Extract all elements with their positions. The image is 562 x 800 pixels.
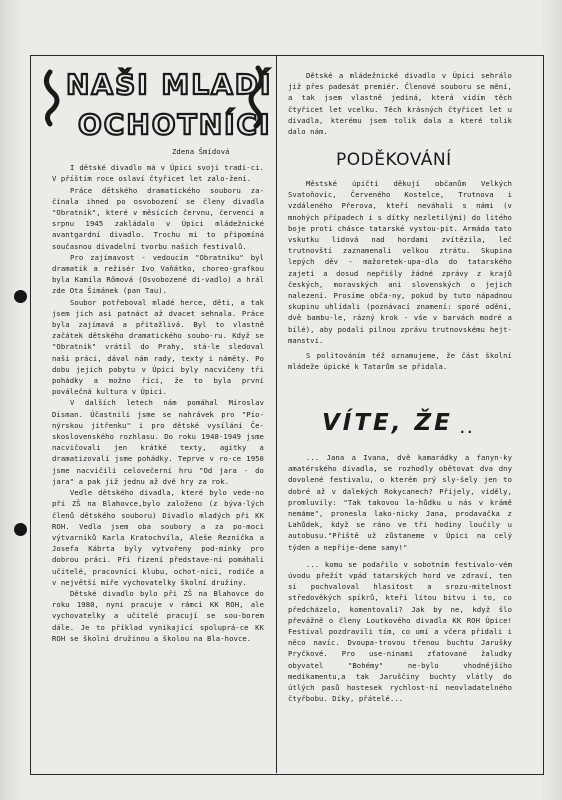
article-paragraph: Dětské a mládežnické divadlo v Úpici sehrálo již přes padesát premiér. Členové souboru se mění, a tak jsem vlastně jediná, která vidím těch čtyřicet let vcelku. Těch krásných čtyřicet let u divadla, kterému jsem tolik dala a které tolik dalo nám.: [288, 71, 512, 137]
article-paragraph: Práce dětského dramatického souboru za-čínala ihned po osvobození se členy divadla "Obratník", které v měsících červnu, červenci a srpnu 1945 zakládalo v Úpici mládežnické avantgardní divadlo. Trochu mi to připomíná současnou divadelní tvorbu našich festivalů.: [52, 185, 264, 251]
vite-ze-section: [288, 452, 512, 704]
vite-ze-paragraph: ... komu se podařilo v sobotním festivalo-vém úvodu přežít vpád tatarských hord ve zdraví, ten si pochvaloval hlasitost a srozu-mitelnost středověkých spíkrů, kteří lítou bitvu i to, co předcházelo, komentovali? Jak by ne, když šlo převážně o členy Loutkového divadla KK ROH Úpice! Festival pozdravili tím, co umí a včera přidali i něco navíc. Dvoupa-trovou třenou buchtu Jarušky Pryčkové. Pro use-ninami zťatované žaludky obyvatel "Bohémy" ne-bylo vhodnějšího medikamentu,a tak Jaruščiny buchty vlátly do útlých pasů hostesek rychlost-ní neovladatelného čtyřbobu. Díky, přátelé...: [288, 559, 512, 704]
column-divider: [276, 55, 277, 773]
punch-hole: [14, 290, 27, 303]
vite-ze-title: VÍTE, ŽE: [322, 410, 453, 436]
punch-hole: [14, 523, 27, 536]
podekovani-title: PODĚKOVÁNÍ: [336, 150, 452, 170]
byline: Zdena Šmídová: [172, 147, 230, 156]
article-paragraph: Dětské divadlo bylo při ZŠ na Blahovce do roku 1980, nyní pracuje v rámci KK ROH, ale vychovatelky a učitelé pracují se sou-borem dále. Je to příklad vynikající spoluprá-ce KK ROH se školní družinou a školou na Bla-hovce.: [52, 588, 264, 643]
left-swirl: [46, 72, 57, 124]
podekovani-paragraph: S politováním též oznamujeme, že část školní mládeže úpické k Tatarům se přidala.: [288, 351, 512, 372]
article-paragraph: I dětské divadlo má v Úpici svoji tradi-ci. V příštím roce oslaví čtyřicet let zalo-žení.: [52, 163, 264, 184]
right-intro: [288, 70, 512, 137]
headline-line1: NAŠI MLADÍ: [66, 68, 272, 101]
left-column: [52, 146, 264, 644]
article-paragraph: Vedle dětského divadla, které bylo vede-no při ZŠ na Blahovce,bylo založeno (z býva-lých členů dětského souboru) Divadlo mladých při KK ROH. Vedla jsem oba soubory a za po-moci výtvarníků Karla Kratochvíla, Aleše Řezníčka a Josefa Kábrta byly vytvořeny pod-mínky pro dobrou práci. Při řízení představe-ní pomáhali učitelé, pracovníci klubu, ochot-níci, rodiče a v největší míře vychovatelky školní družiny.: [52, 488, 264, 587]
article-paragraph: V dalších letech nám pomáhal Miroslav Disman. Účastnili jsme se nahrávek pro "Pio-nýrskou jitřenku" i pro dětské vysílání Če-skoslovenského rozhlasu. Do roku 1948-1949 jsme nacvičovali jen krátké texty, agitky a dramatizovali jsme pohádky. Teprve v ro-ce 1950 jsme nacvičili celovečerní hru "Od jara - do jara" a pak již jednu až dvě hry za rok.: [52, 398, 264, 486]
headline-graphic: [36, 58, 272, 142]
vite-ze-dots: ..: [460, 422, 476, 436]
headline-line2: OCHOTNÍCI: [78, 108, 272, 141]
podekovani-paragraph: Městské úpičtí děkují občanům Velkých Svatoňovic, Červeného Kostelce, Trutnova i vzdáleného Přerova, kteří neváhali s námi (v mnohých případech i s dítky nezletilými) do litého boje proti chásce tatarské vystou-pit. Armáda tato vskutku lidová nad hordami zvítězila, leč trutnovští zaznamenali velkou ztrátu. Skupina lepých děv - mažoretek-upa-dla do tatarského zajetí a dosud nepřišly žádné zprávy z krajů českých, moravských ani slovenských o jejich nalezení. Prosíme obča-ny, pokud by tuto nápadnou skupinu uhlídali (poznávací znamení: sporé oděni, dvě bambu-le, rázný krok - vše v barvách modré a bílé), aby podali pilnou zprávu trutnovskému hejt-manství.: [288, 179, 512, 345]
article-paragraph: Soubor potřeboval mladé herce, děti, a tak jsem jich asi patnáct až dvacet sehnala. Práce byla zajímavá a přitažlivá. Byl to vlastně začátek dětského dramatického soubo-ru. Když se "Obratník" vrátil do Prahy, stá-le sledoval naši práci, dával nám rady, texty i náměty. Po dobu jejich pobytu v Úpici byly nacvičeny tři pohádky a možno říci, že to byla první poválečná kultura v Úpici.: [52, 297, 264, 397]
vite-ze-paragraph: ... Jana a Ivana, dvě kamarádky a fanyn-ky amatérského divadla, se rozhodly obětovat dva dny dovolené festivalu, o kterém prý sly-šely jen to dobré až v dalekých Rokycanech? Přijely, viděly, promluvily: "Tak takovou la-hůdku u nás v krámě nemáme", pronesla lako-nicky Jana, prodavačka z Lahůdek, když se ráno ve tři hodiny loučily u autobusu."Přiště už zůstaneme v Úpici na celý týden a nepřije-deme samy!": [288, 453, 512, 552]
podekovani-section: [288, 178, 512, 372]
article-paragraph: Pro zajímavost - vedoucím "Obratníku" byl dramatik a režisér Ivo Vaňátko, choreo-grafkou byla Kamila Rőmová (Osvobozené di-vadlo) a hrál zde Ota Šimánek (pan Tau).: [52, 252, 264, 296]
